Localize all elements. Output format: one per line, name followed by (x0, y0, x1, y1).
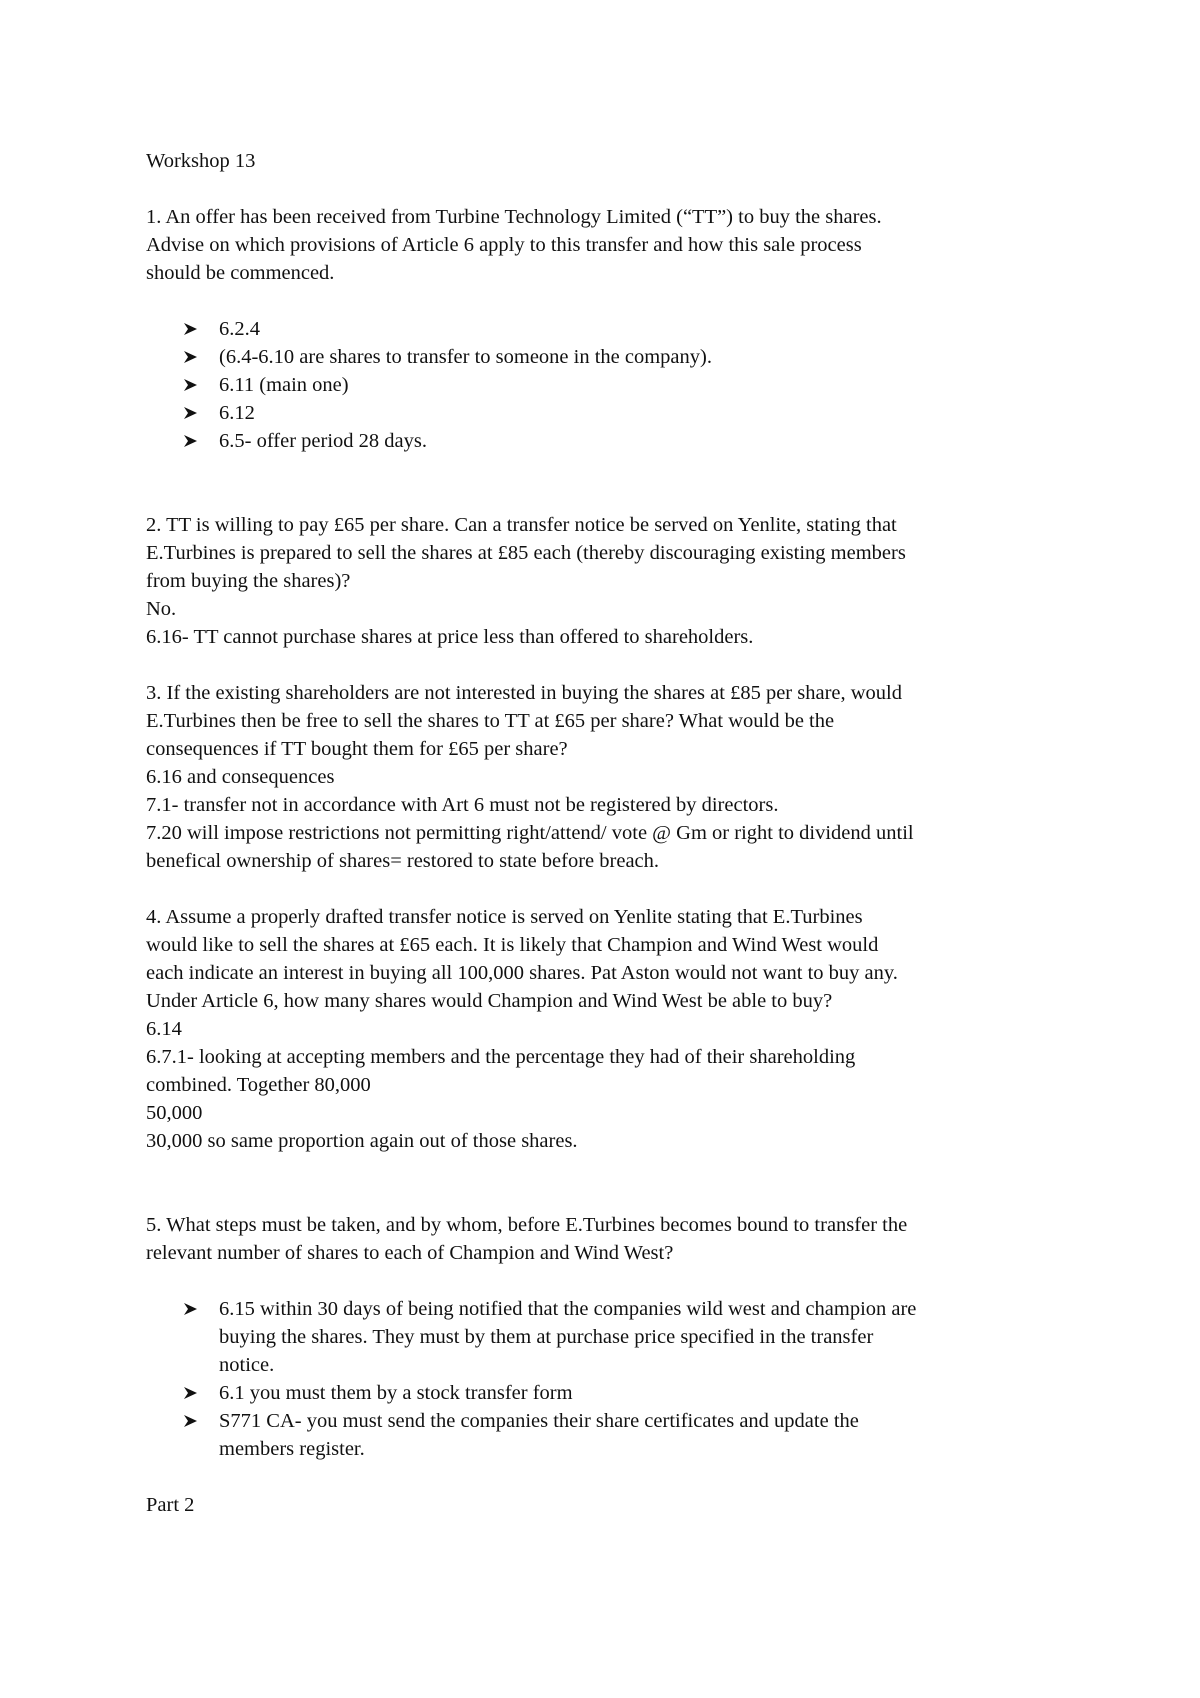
answer-1-bullets (146, 315, 1086, 455)
question-2-line: E.Turbines is prepared to sell the shares at £85 each (thereby discouraging existing members (146, 542, 906, 564)
answer-4-line: 50,000 (146, 1102, 203, 1124)
question-4-line: would like to sell the shares at £65 each. It is likely that Champion and Wind West would (146, 934, 879, 956)
bullet-item (146, 1407, 1086, 1463)
question-4-line: Under Article 6, how many shares would Champion and Wind West be able to buy? (146, 990, 833, 1012)
bullet-item (146, 427, 1086, 455)
answer-3-line: 6.16 and consequences (146, 766, 335, 788)
arrowhead-bullet-icon (183, 1295, 201, 1323)
answer-4-line: combined. Together 80,000 (146, 1074, 371, 1096)
question-4-line: each indicate an interest in buying all 100,000 shares. Pat Aston would not want to buy any. (146, 962, 898, 984)
answer-4-line: 30,000 so same proportion again out of those shares. (146, 1130, 578, 1152)
bullet-text: 6.5- offer period 28 days. (219, 430, 427, 452)
answer-5-bullets (146, 1295, 1086, 1463)
bullet-text: 6.2.4 (219, 318, 260, 340)
part-2-heading: Part 2 (146, 1494, 195, 1516)
arrowhead-bullet-icon (183, 427, 201, 455)
bullet-item (146, 343, 1086, 371)
bullet-text: buying the shares. They must by them at purchase price specified in the transfer (219, 1326, 874, 1348)
bullet-text: members register. (219, 1438, 365, 1460)
bullet-item (146, 1295, 1086, 1379)
arrowhead-bullet-icon (183, 343, 201, 371)
answer-3-line: benefical ownership of shares= restored to state before breach. (146, 850, 660, 872)
question-5 (146, 1211, 1086, 1267)
arrowhead-bullet-icon (183, 399, 201, 427)
bullet-text: S771 CA- you must send the companies their share certificates and update the (219, 1410, 859, 1432)
answer-4-line: 6.14 (146, 1018, 182, 1040)
bullet-text: (6.4-6.10 are shares to transfer to someone in the company). (219, 346, 712, 368)
bullet-text: 6.11 (main one) (219, 374, 349, 396)
question-4-line: 4. Assume a properly drafted transfer notice is served on Yenlite stating that E.Turbines (146, 906, 863, 928)
bullet-text: 6.15 within 30 days of being notified that the companies wild west and champion are (219, 1298, 917, 1320)
answer-2-line: 6.16- TT cannot purchase shares at price less than offered to shareholders. (146, 626, 754, 648)
bullet-text: notice. (219, 1354, 275, 1376)
answer-3-line: 7.20 will impose restrictions not permitting right/attend/ vote @ Gm or right to dividend until (146, 822, 914, 844)
question-5-line: 5. What steps must be taken, and by whom, before E.Turbines becomes bound to transfer the (146, 1214, 908, 1236)
arrowhead-bullet-icon (183, 315, 201, 343)
question-5-line: relevant number of shares to each of Champion and Wind West? (146, 1242, 674, 1264)
question-3-line: 3. If the existing shareholders are not interested in buying the shares at £85 per share, would (146, 682, 903, 704)
arrowhead-bullet-icon (183, 1379, 201, 1407)
question-3-line: E.Turbines then be free to sell the shares to TT at £65 per share? What would be the (146, 710, 835, 732)
document-body (146, 147, 1086, 1519)
question-1-line: 1. An offer has been received from Turbine Technology Limited (“TT”) to buy the shares. (146, 206, 882, 228)
bullet-item (146, 1379, 1086, 1407)
question-4 (146, 903, 1086, 1155)
bullet-item (146, 315, 1086, 343)
question-1-line: should be commenced. (146, 262, 335, 284)
answer-4-line: 6.7.1- looking at accepting members and the percentage they had of their shareholding (146, 1046, 856, 1068)
question-2-line: from buying the shares)? (146, 570, 351, 592)
bullet-text: 6.12 (219, 402, 255, 424)
bullet-text: 6.1 you must them by a stock transfer form (219, 1382, 573, 1404)
question-2 (146, 511, 1086, 651)
question-2-line: 2. TT is willing to pay £65 per share. Can a transfer notice be served on Yenlite, stating that (146, 514, 897, 536)
question-1 (146, 203, 1086, 287)
answer-2-line: No. (146, 598, 177, 620)
question-3-line: consequences if TT bought them for £65 per share? (146, 738, 568, 760)
arrowhead-bullet-icon (183, 1407, 201, 1435)
arrowhead-bullet-icon (183, 371, 201, 399)
answer-3-line: 7.1- transfer not in accordance with Art 6 must not be registered by directors. (146, 794, 779, 816)
question-3 (146, 679, 1086, 875)
question-1-line: Advise on which provisions of Article 6 apply to this transfer and how this sale process (146, 234, 862, 256)
document-title: Workshop 13 (146, 150, 256, 172)
bullet-item (146, 399, 1086, 427)
bullet-item (146, 371, 1086, 399)
